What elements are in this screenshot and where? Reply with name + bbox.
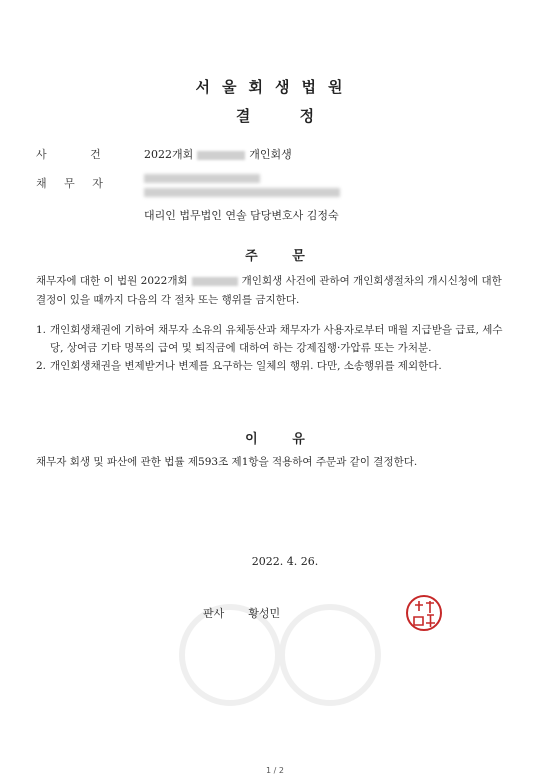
judge-title: 판사	[203, 607, 225, 620]
order-intro-after: 개인회생 사건에 관하여 개인회생절차의 개시신청에 대한 결정이 있을 때까지 다음의 각 절차 또는 행위를 금지한다.	[36, 275, 502, 306]
redacted-case-number	[197, 151, 245, 160]
order-item-text: 개인회생채권을 변제받거나 변제를 요구하는 일체의 행위. 다만, 소송행위를 제외한다.	[50, 360, 442, 372]
case-suffix: 개인회생	[249, 148, 292, 161]
decision-date: 2022. 4. 26.	[251, 555, 319, 568]
redacted-debtor-address	[144, 188, 340, 197]
judge-seal-icon	[404, 593, 444, 633]
page-number: 1 / 2	[266, 766, 284, 775]
case-label: 사 건	[36, 148, 101, 161]
debtor-label: 채 무 자	[36, 177, 103, 190]
redacted-case-number	[192, 277, 238, 286]
order-item-number: 1.	[36, 324, 47, 336]
order-item	[36, 321, 506, 357]
order-item-number: 2.	[36, 360, 47, 372]
judge-name: 황성민	[248, 607, 281, 620]
judge-signature	[203, 605, 280, 621]
document-type: 결 정	[235, 107, 315, 125]
order-items	[36, 321, 506, 375]
order-intro	[36, 272, 506, 310]
court-name: 서울회생법원	[195, 78, 355, 96]
order-intro-before: 채무자에 대한 이 법원 2022개회	[36, 275, 188, 287]
reason-title: 이 유	[245, 432, 305, 447]
order-title: 주 문	[245, 249, 305, 264]
redacted-debtor-name	[144, 174, 260, 183]
case-number	[144, 146, 292, 162]
case-prefix: 2022개회	[144, 148, 194, 161]
debtor-attorney: 대리인 법무법인 연솔 담당변호사 김정숙	[144, 209, 339, 222]
order-item	[36, 357, 506, 375]
reason-text: 채무자 회생 및 파산에 관한 법률 제593조 제1항을 적용하여 주문과 같이 결정한다.	[36, 456, 418, 468]
order-item-text: 개인회생채권에 기하여 채무자 소유의 유체동산과 채무자가 사용자로부터 매월 지급받을 급료, 세수당, 상여금 기타 명목의 급여 및 퇴직금에 대하여 하는 강제집행·가압류 또는 가처분.	[50, 324, 503, 354]
